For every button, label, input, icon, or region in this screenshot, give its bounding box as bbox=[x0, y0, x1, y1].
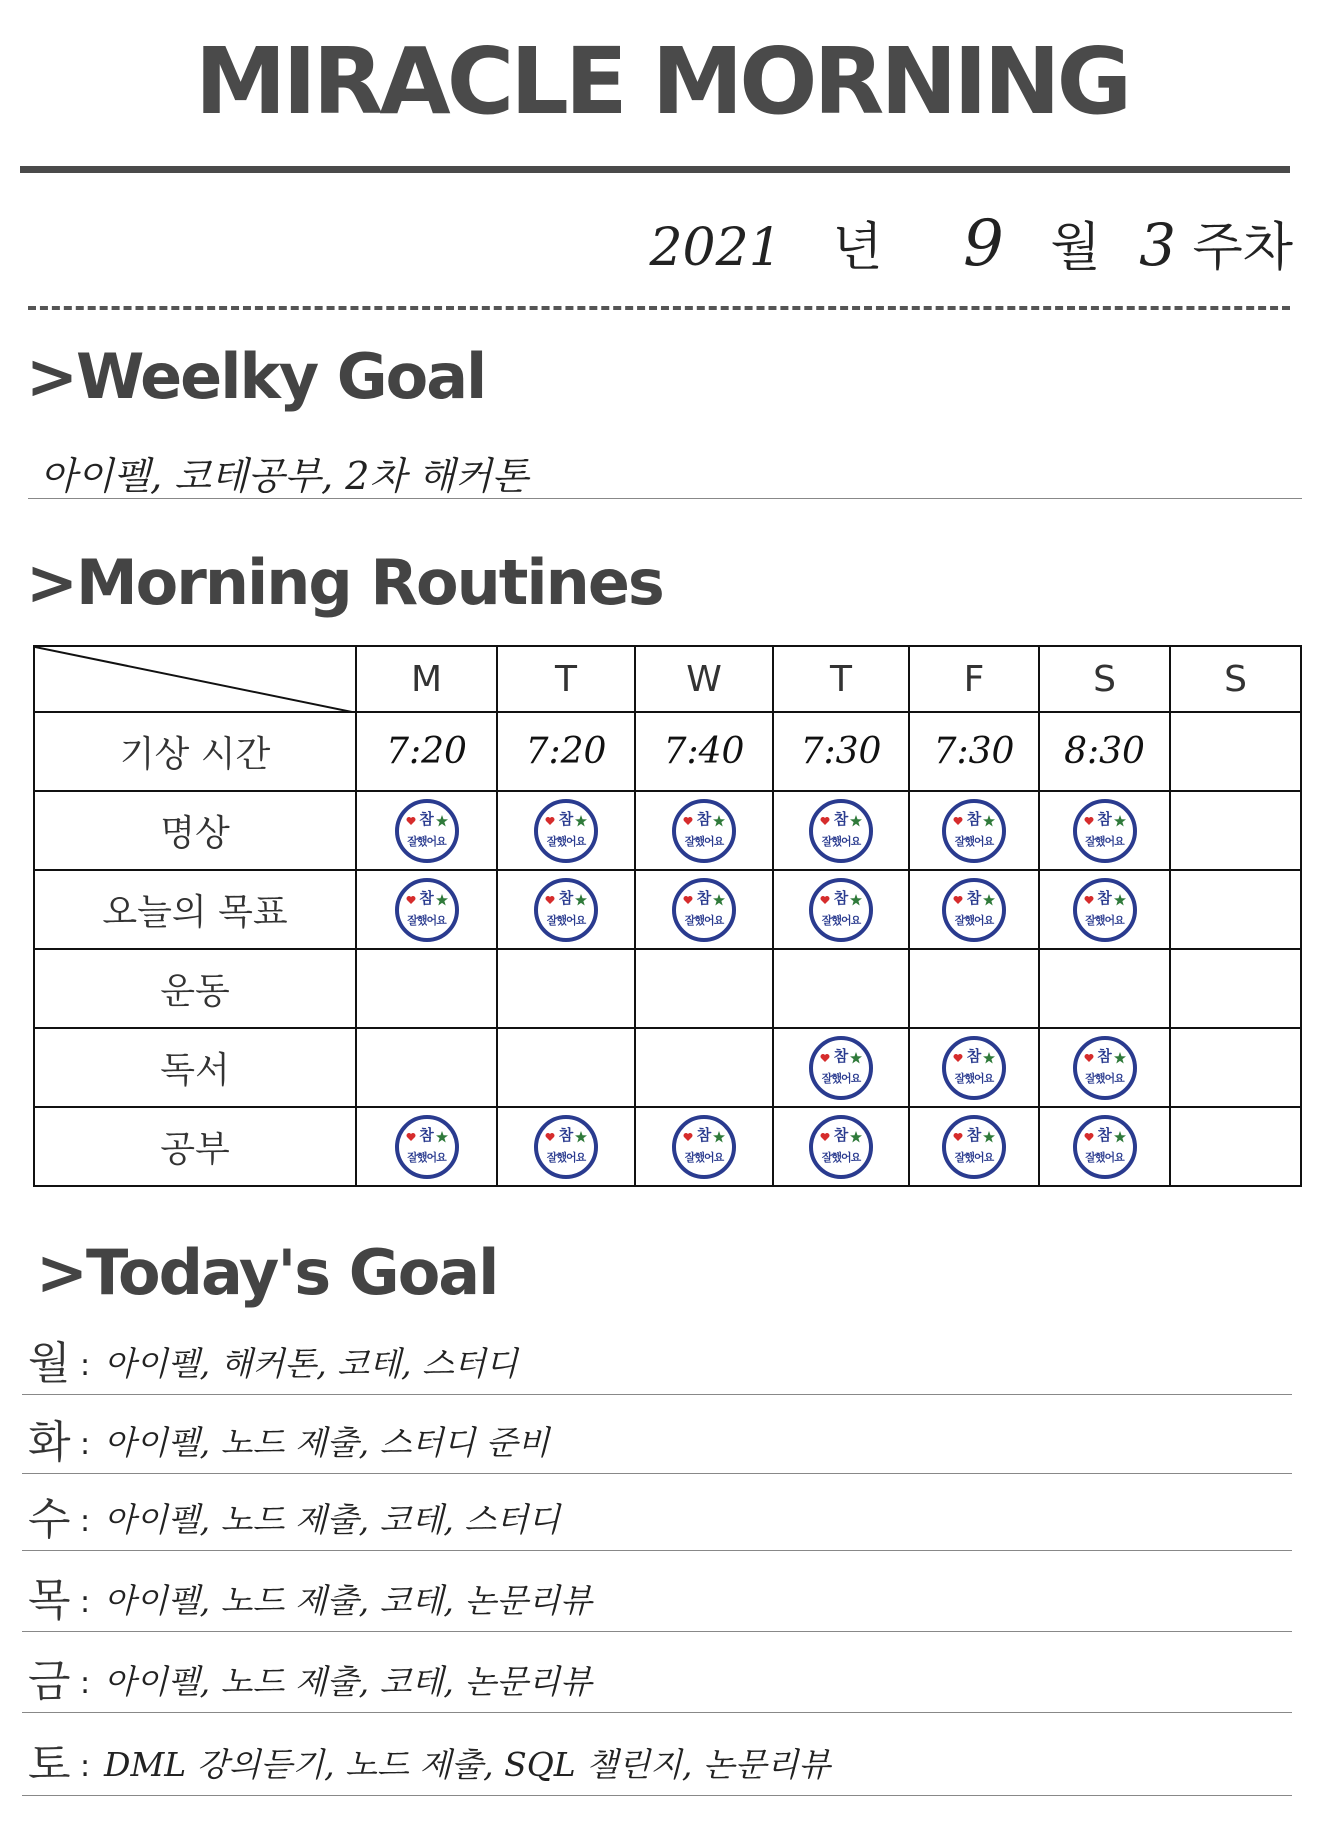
star-icon bbox=[1114, 815, 1126, 827]
stamp-bottom-text: 잘했어요 bbox=[954, 1150, 994, 1164]
stamp-bottom-text: 잘했어요 bbox=[1085, 1071, 1124, 1085]
done-stamp bbox=[395, 799, 459, 863]
stamp-top-text: 참 bbox=[419, 1125, 434, 1144]
goal-colon: : bbox=[80, 1585, 91, 1620]
stamp-top-text: 참 bbox=[558, 809, 574, 828]
routine-cell bbox=[635, 949, 773, 1028]
done-stamp bbox=[672, 1115, 736, 1179]
week-value: 3 bbox=[1139, 211, 1176, 279]
stamp-bottom-text: 잘했어요 bbox=[821, 913, 861, 927]
date-line bbox=[649, 205, 1293, 281]
goal-day-label: 목 bbox=[28, 1575, 71, 1626]
routine-cell bbox=[773, 1107, 909, 1186]
stamp-bottom-text: 잘했어요 bbox=[546, 1150, 586, 1164]
day-header: S bbox=[1039, 646, 1170, 712]
goal-text: DML 강의듣기, 노드 제출, SQL 챌린지, 논문리뷰 bbox=[104, 1745, 831, 1784]
done-stamp bbox=[1073, 1036, 1137, 1100]
routine-rows bbox=[34, 791, 1301, 1186]
done-stamp bbox=[534, 1115, 598, 1179]
day-header: F bbox=[909, 646, 1039, 712]
routine-table bbox=[33, 645, 1302, 1187]
stamp-top-text: 참 bbox=[696, 888, 712, 907]
done-stamp bbox=[1073, 799, 1137, 863]
goal-colon: : bbox=[80, 1427, 91, 1462]
goal-rule bbox=[22, 1473, 1292, 1474]
stamp-top-text: 참 bbox=[419, 809, 434, 828]
routine-cell bbox=[1039, 791, 1170, 870]
star-icon bbox=[983, 815, 995, 827]
routine-cell bbox=[497, 1107, 635, 1186]
routine-cell bbox=[773, 791, 909, 870]
stamp-bottom-text: 잘했어요 bbox=[954, 1071, 994, 1085]
goal-rule bbox=[22, 1394, 1292, 1395]
done-stamp bbox=[534, 878, 598, 942]
done-stamp bbox=[672, 878, 736, 942]
corner-diagonal-line bbox=[35, 647, 357, 713]
goal-row bbox=[22, 1562, 1292, 1632]
goal-rule bbox=[22, 1550, 1292, 1551]
routine-label: 독서 bbox=[34, 1028, 356, 1107]
stamp-bottom-text: 잘했어요 bbox=[954, 913, 994, 927]
goal-text: 아이펠, 노드 제출, 스터디 준비 bbox=[104, 1423, 550, 1462]
stamp-bottom-text: 잘했어요 bbox=[684, 1150, 724, 1164]
goal-day-label: 토 bbox=[28, 1739, 71, 1790]
star-icon bbox=[983, 1131, 995, 1143]
stamp-top-text: 참 bbox=[966, 888, 982, 907]
day-header: S bbox=[1170, 646, 1301, 712]
routine-cell bbox=[497, 870, 635, 949]
weekly-goal-text: 아이펠, 코테공부, 2차 해커톤 bbox=[40, 454, 529, 498]
wake-time-cell: 7:30 bbox=[909, 712, 1039, 791]
stamp-top-text: 참 bbox=[1097, 1046, 1112, 1065]
routine-cell bbox=[356, 1028, 497, 1107]
stamp-bottom-text: 잘했어요 bbox=[821, 1150, 861, 1164]
stamp-top-text: 참 bbox=[966, 809, 982, 828]
goal-day-label: 금 bbox=[28, 1656, 71, 1707]
star-icon bbox=[436, 815, 448, 827]
goal-row bbox=[22, 1726, 1292, 1796]
weekly-goal-rule bbox=[28, 498, 1302, 499]
routine-label: 명상 bbox=[34, 791, 356, 870]
star-icon bbox=[850, 894, 862, 906]
wake-time-cell: 8:30 bbox=[1039, 712, 1170, 791]
routine-cell bbox=[909, 1107, 1039, 1186]
stamp-bottom-text: 잘했어요 bbox=[407, 913, 446, 927]
day-header: W bbox=[635, 646, 773, 712]
routine-cell bbox=[909, 1028, 1039, 1107]
table-corner bbox=[34, 646, 356, 712]
routine-cell bbox=[1170, 870, 1301, 949]
stamp-top-text: 참 bbox=[833, 888, 849, 907]
routine-cell bbox=[1039, 1107, 1170, 1186]
stamp-top-text: 참 bbox=[833, 1125, 849, 1144]
stamp-bottom-text: 잘했어요 bbox=[821, 834, 861, 848]
stamp-bottom-text: 잘했어요 bbox=[546, 834, 586, 848]
stamp-top-text: 참 bbox=[833, 1046, 849, 1065]
done-stamp bbox=[809, 878, 873, 942]
routine-cell bbox=[1170, 949, 1301, 1028]
wake-time-cell: 7:20 bbox=[356, 712, 497, 791]
stamp-top-text: 참 bbox=[696, 809, 712, 828]
done-stamp bbox=[534, 799, 598, 863]
todays-goal-heading: >Today's Goal bbox=[36, 1236, 498, 1309]
stamp-top-text: 참 bbox=[1097, 809, 1112, 828]
goal-colon: : bbox=[80, 1348, 91, 1383]
stamp-bottom-text: 잘했어요 bbox=[1085, 1150, 1124, 1164]
routine-cell bbox=[1039, 870, 1170, 949]
done-stamp bbox=[942, 1115, 1006, 1179]
routine-cell bbox=[1039, 1028, 1170, 1107]
stamp-bottom-text: 잘했어요 bbox=[684, 913, 724, 927]
goal-row bbox=[22, 1325, 1292, 1395]
done-stamp bbox=[1073, 878, 1137, 942]
wake-time-cell: 7:30 bbox=[773, 712, 909, 791]
morning-routines-heading: >Morning Routines bbox=[26, 546, 663, 619]
goal-day-label: 수 bbox=[28, 1494, 71, 1545]
day-header: T bbox=[773, 646, 909, 712]
routine-cell bbox=[1170, 791, 1301, 870]
done-stamp bbox=[395, 878, 459, 942]
routine-cell bbox=[773, 870, 909, 949]
star-icon bbox=[850, 815, 862, 827]
goal-rule bbox=[22, 1712, 1292, 1713]
routine-cell bbox=[635, 1107, 773, 1186]
stamp-bottom-text: 잘했어요 bbox=[407, 834, 446, 848]
routine-cell bbox=[497, 949, 635, 1028]
star-icon bbox=[575, 1131, 587, 1143]
routine-cell bbox=[356, 870, 497, 949]
stamp-top-text: 참 bbox=[966, 1125, 982, 1144]
done-stamp bbox=[395, 1115, 459, 1179]
goal-day-label: 월 bbox=[28, 1338, 71, 1389]
goal-colon: : bbox=[80, 1504, 91, 1539]
routine-cell bbox=[497, 791, 635, 870]
stamp-top-text: 참 bbox=[966, 1046, 982, 1065]
stamp-top-text: 참 bbox=[833, 809, 849, 828]
done-stamp bbox=[942, 878, 1006, 942]
routine-cell bbox=[356, 1107, 497, 1186]
star-icon bbox=[575, 894, 587, 906]
star-icon bbox=[983, 894, 995, 906]
star-icon bbox=[436, 894, 448, 906]
year-value: 2021 bbox=[649, 218, 782, 278]
stamp-top-text: 참 bbox=[558, 1125, 574, 1144]
routine-label: 오늘의 목표 bbox=[34, 870, 356, 949]
week-label: 주차 bbox=[1192, 218, 1293, 278]
done-stamp bbox=[809, 1115, 873, 1179]
stamp-top-text: 참 bbox=[1097, 888, 1112, 907]
star-icon bbox=[1114, 1131, 1126, 1143]
done-stamp bbox=[942, 799, 1006, 863]
star-icon bbox=[575, 815, 587, 827]
stamp-top-text: 참 bbox=[696, 1125, 712, 1144]
stamp-bottom-text: 잘했어요 bbox=[407, 1150, 446, 1164]
dashed-divider bbox=[28, 306, 1290, 310]
star-icon bbox=[850, 1131, 862, 1143]
stamp-bottom-text: 잘했어요 bbox=[684, 834, 724, 848]
done-stamp bbox=[942, 1036, 1006, 1100]
goal-rule bbox=[22, 1795, 1292, 1796]
stamp-bottom-text: 잘했어요 bbox=[546, 913, 586, 927]
done-stamp bbox=[1073, 1115, 1137, 1179]
routine-label: 공부 bbox=[34, 1107, 356, 1186]
routine-cell bbox=[773, 1028, 909, 1107]
star-icon bbox=[436, 1131, 448, 1143]
stamp-top-text: 참 bbox=[1097, 1125, 1112, 1144]
star-icon bbox=[983, 1052, 995, 1064]
routine-cell bbox=[1170, 1028, 1301, 1107]
routine-cell bbox=[909, 870, 1039, 949]
goal-rule bbox=[22, 1631, 1292, 1632]
routine-cell bbox=[356, 791, 497, 870]
done-stamp bbox=[809, 799, 873, 863]
star-icon bbox=[713, 894, 725, 906]
routine-cell bbox=[497, 1028, 635, 1107]
weekly-goal-heading: >Weelky Goal bbox=[26, 340, 486, 413]
month-value: 9 bbox=[963, 207, 1004, 281]
stamp-bottom-text: 잘했어요 bbox=[821, 1071, 861, 1085]
routine-cell bbox=[909, 791, 1039, 870]
done-stamp bbox=[809, 1036, 873, 1100]
goal-row bbox=[22, 1481, 1292, 1551]
stamp-top-text: 참 bbox=[558, 888, 574, 907]
day-header: T bbox=[497, 646, 635, 712]
routine-cell bbox=[773, 949, 909, 1028]
wake-time-cell bbox=[1170, 712, 1301, 791]
day-header: M bbox=[356, 646, 497, 712]
page-title: MIRACLE MORNING bbox=[194, 28, 1129, 135]
title-divider bbox=[20, 166, 1290, 173]
goal-text: 아이펠, 노드 제출, 코테, 논문리뷰 bbox=[104, 1662, 592, 1701]
routine-cell bbox=[1039, 949, 1170, 1028]
month-label: 월 bbox=[1050, 218, 1101, 278]
routine-cell bbox=[356, 949, 497, 1028]
routine-cell bbox=[909, 949, 1039, 1028]
stamp-bottom-text: 잘했어요 bbox=[954, 834, 994, 848]
goal-text: 아이펠, 노드 제출, 코테, 스터디 bbox=[104, 1500, 560, 1539]
routine-cell bbox=[635, 791, 773, 870]
star-icon bbox=[1114, 1052, 1126, 1064]
goal-row bbox=[22, 1643, 1292, 1713]
star-icon bbox=[850, 1052, 862, 1064]
routine-cell bbox=[635, 1028, 773, 1107]
wake-time-label: 기상 시간 bbox=[34, 712, 356, 791]
stamp-bottom-text: 잘했어요 bbox=[1085, 913, 1124, 927]
goal-colon: : bbox=[80, 1749, 91, 1784]
wake-time-cell: 7:40 bbox=[635, 712, 773, 791]
stamp-top-text: 참 bbox=[419, 888, 434, 907]
goal-row bbox=[22, 1404, 1292, 1474]
goal-day-label: 화 bbox=[28, 1417, 71, 1468]
year-label: 년 bbox=[832, 218, 883, 278]
star-icon bbox=[713, 815, 725, 827]
routine-cell bbox=[635, 870, 773, 949]
star-icon bbox=[713, 1131, 725, 1143]
routine-cell bbox=[1170, 1107, 1301, 1186]
routine-label: 운동 bbox=[34, 949, 356, 1028]
goal-text: 아이펠, 노드 제출, 코테, 논문리뷰 bbox=[104, 1581, 592, 1620]
stamp-bottom-text: 잘했어요 bbox=[1085, 834, 1124, 848]
goal-colon: : bbox=[80, 1666, 91, 1701]
star-icon bbox=[1114, 894, 1126, 906]
done-stamp bbox=[672, 799, 736, 863]
wake-time-cell: 7:20 bbox=[497, 712, 635, 791]
goal-text: 아이펠, 해커톤, 코테, 스터디 bbox=[104, 1344, 518, 1383]
